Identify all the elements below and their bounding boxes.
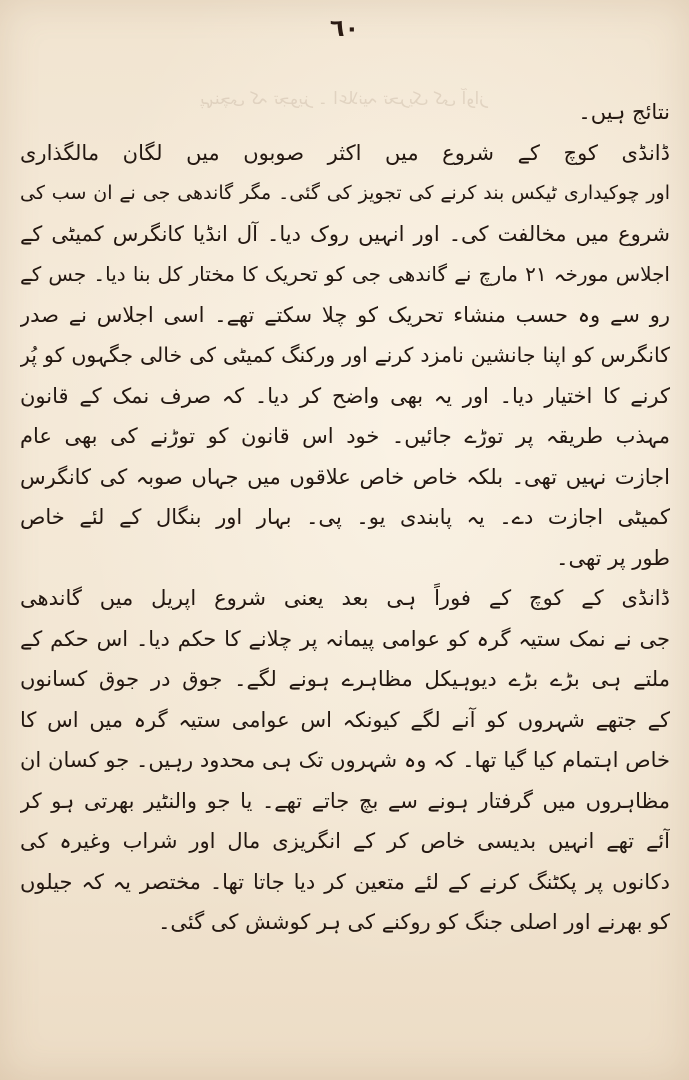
text-line-15: ملتے ہی بڑے بڑے دیوہیکل مظاہرے ہونے لگے۔ جوق در جوق کسانوں: [20, 667, 670, 691]
text-line-13: ڈانڈی کے کوچ کے فوراً ہی بعد یعنی شروع اپریل میں گاندھی: [20, 586, 670, 610]
text-line-1: نتائج ہیں۔: [578, 100, 670, 124]
text-line-10: اجازت نہیں تھی۔ بلکہ خاص خاص علاقوں میں جہاں صوبہ کی کانگرس: [20, 464, 670, 489]
text-line-11: کمیٹی اجازت دے۔ یہ پابندی یو۔ پی۔ بہار اور بنگال کے لئے خاص: [20, 505, 670, 529]
show-through-text: پہنچی کہ تجویز ۔ اعلانیہ تحریک کی آواز: [200, 89, 488, 109]
text-line-19: آئے تھے انہیں بدیسی خاص کر کے انگریزی مال اور شراب وغیرہ کی: [20, 829, 670, 853]
text-line-18: مظاہروں میں گرفتار ہونے سے بچ جاتے تھے۔ یا جو والنٹیر بھرتی ہو کر: [20, 788, 670, 813]
text-line-6: رو سے وہ حسب منشاء تحریک کو چلا سکتے تھے۔ اسی اجلاس نے صدر: [20, 302, 670, 327]
text-line-4: شروع میں مخالفت کی۔ اور انہیں روک دیا۔ آل انڈیا کانگرس کمیٹی کے: [20, 221, 670, 246]
text-line-7: کانگرس کو اپنا جانشین نامزد کرنے اور ورکنگ کمیٹی کی خالی جگہوں کو پُر: [20, 343, 670, 367]
text-line-17: خاص اہتمام کیا گیا تھا۔ کہ وہ شہروں تک ہی محدود رہیں۔ جو کسان ان: [20, 748, 670, 772]
text-line-9: مہذب طریقہ پر توڑے جائیں۔ خود اس قانون کو توڑنے کی بھی عام: [20, 424, 670, 448]
page-number: ٦٠: [329, 14, 360, 42]
text-line-8: کرنے کا اختیار دیا۔ اور یہ بھی واضح کر دیا۔ کہ صرف نمک کے قانون: [20, 383, 670, 408]
body-text: [20, 92, 670, 943]
text-line-16: کے جتھے شہروں کو آنے لگے کیونکہ اس عوامی ستیہ گرہ میں اس کا: [20, 707, 670, 732]
text-line-14: جی نے نمک ستیہ گرہ کو عوامی پیمانہ پر چلانے کا حکم دیا۔ اس حکم کے: [20, 626, 670, 651]
text-line-2: ڈانڈی کوچ کے شروع میں اکثر صوبوں میں لگان مالگذاری: [20, 140, 670, 165]
text-line-21: کو بھرنے اور اصلی جنگ کو روکنے کی ہر کوشش کی گئی۔: [158, 910, 670, 934]
text-line-3: اور چوکیداری ٹیکس بند کرنے کی تجویز کی گئی۔ مگر گاندھی جی نے ان سب کی: [20, 182, 670, 204]
text-line-12: طور پر تھی۔: [556, 545, 670, 570]
text-line-20: دکانوں پر پکٹنگ کرنے کے لئے متعین کر دیا جاتا تھا۔ مختصر یہ کہ جیلوں: [20, 869, 670, 894]
text-line-5: اجلاس مورخہ ۲۱ مارچ نے گاندھی جی کو تحریک کا مختار کل بنا دیا۔ جس کے: [20, 262, 670, 286]
